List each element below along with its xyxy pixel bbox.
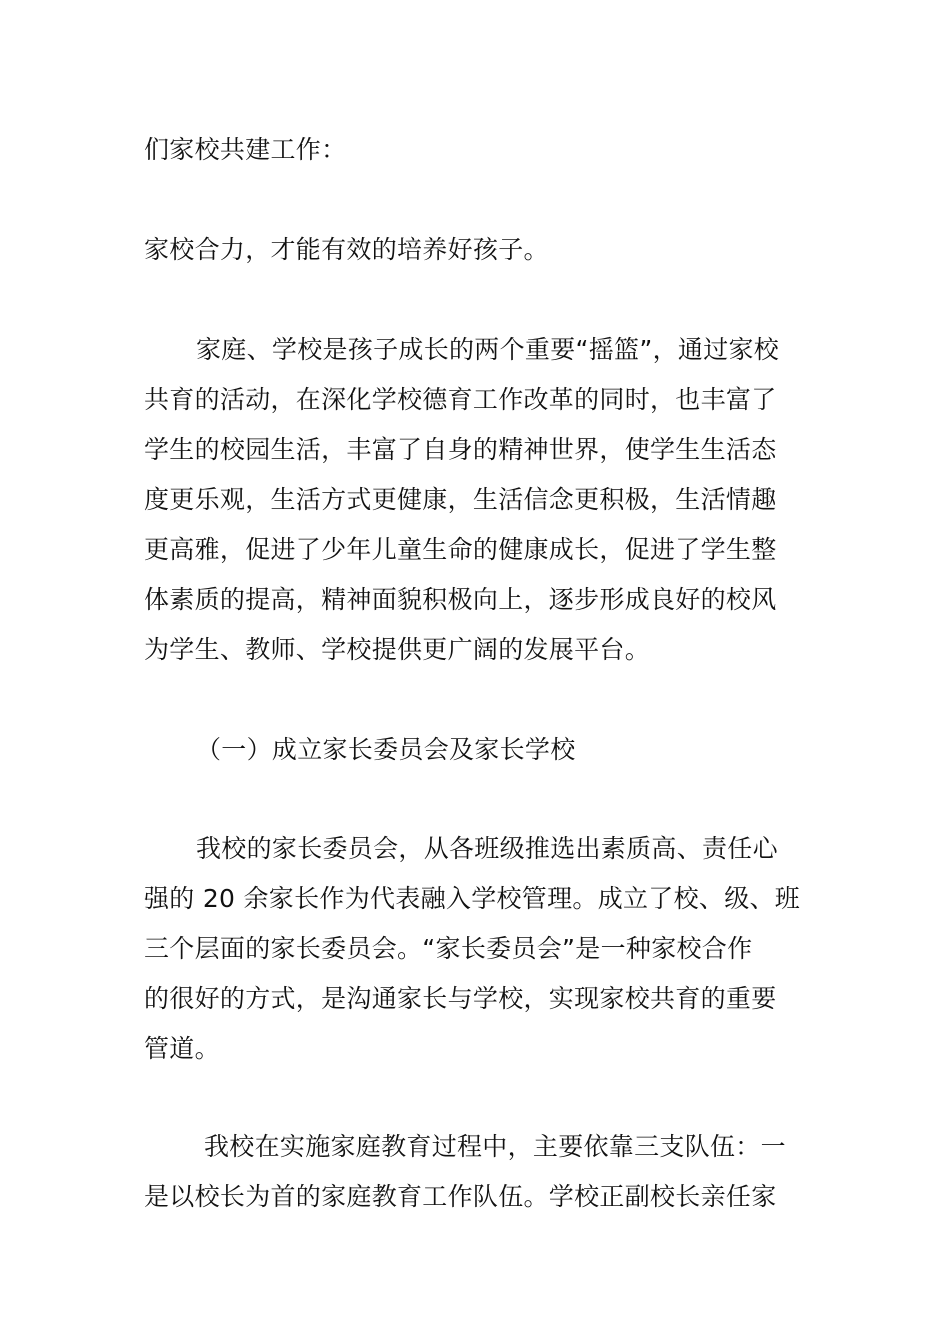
section-heading: （一）成立家长委员会及家长学校 [196, 735, 576, 764]
text-line: 强的 20 余家长作为代表融入学校管理。成立了校、级、班 [144, 884, 801, 913]
paragraph-first-line: 我校在实施家庭教育过程中，主要依靠三支队伍：一 [204, 1132, 786, 1161]
text-line: 共育的活动，在深化学校德育工作改革的同时，也丰富了 [144, 385, 777, 414]
text-line: 家校合力，才能有效的培养好孩子。 [144, 235, 549, 264]
paragraph-first-line: 我校的家长委员会，从各班级推选出素质高、责任心 [196, 834, 778, 863]
text-line: 为学生、教师、学校提供更广阔的发展平台。 [144, 635, 651, 664]
text-line: 更高雅，促进了少年儿童生命的健康成长，促进了学生整 [144, 535, 777, 564]
text-line: 体素质的提高，精神面貌积极向上，逐步形成良好的校风 [144, 585, 777, 614]
text-line: 的很好的方式，是沟通家长与学校，实现家校共育的重要 [144, 984, 777, 1013]
text-line: 是以校长为首的家庭教育工作队伍。学校正副校长亲任家 [144, 1182, 777, 1211]
text-line: 管道。 [144, 1034, 220, 1063]
text-line: 们家校共建工作： [144, 135, 347, 164]
text-line: 三个层面的家长委员会。“家长委员会”是一种家校合作 [144, 934, 753, 963]
text-line: 度更乐观，生活方式更健康，生活信念更积极，生活情趣 [144, 485, 777, 514]
text-line: 学生的校园生活，丰富了自身的精神世界，使学生生活态 [144, 435, 777, 464]
paragraph-first-line: 家庭、学校是孩子成长的两个重要“摇篮”，通过家校 [196, 335, 780, 364]
